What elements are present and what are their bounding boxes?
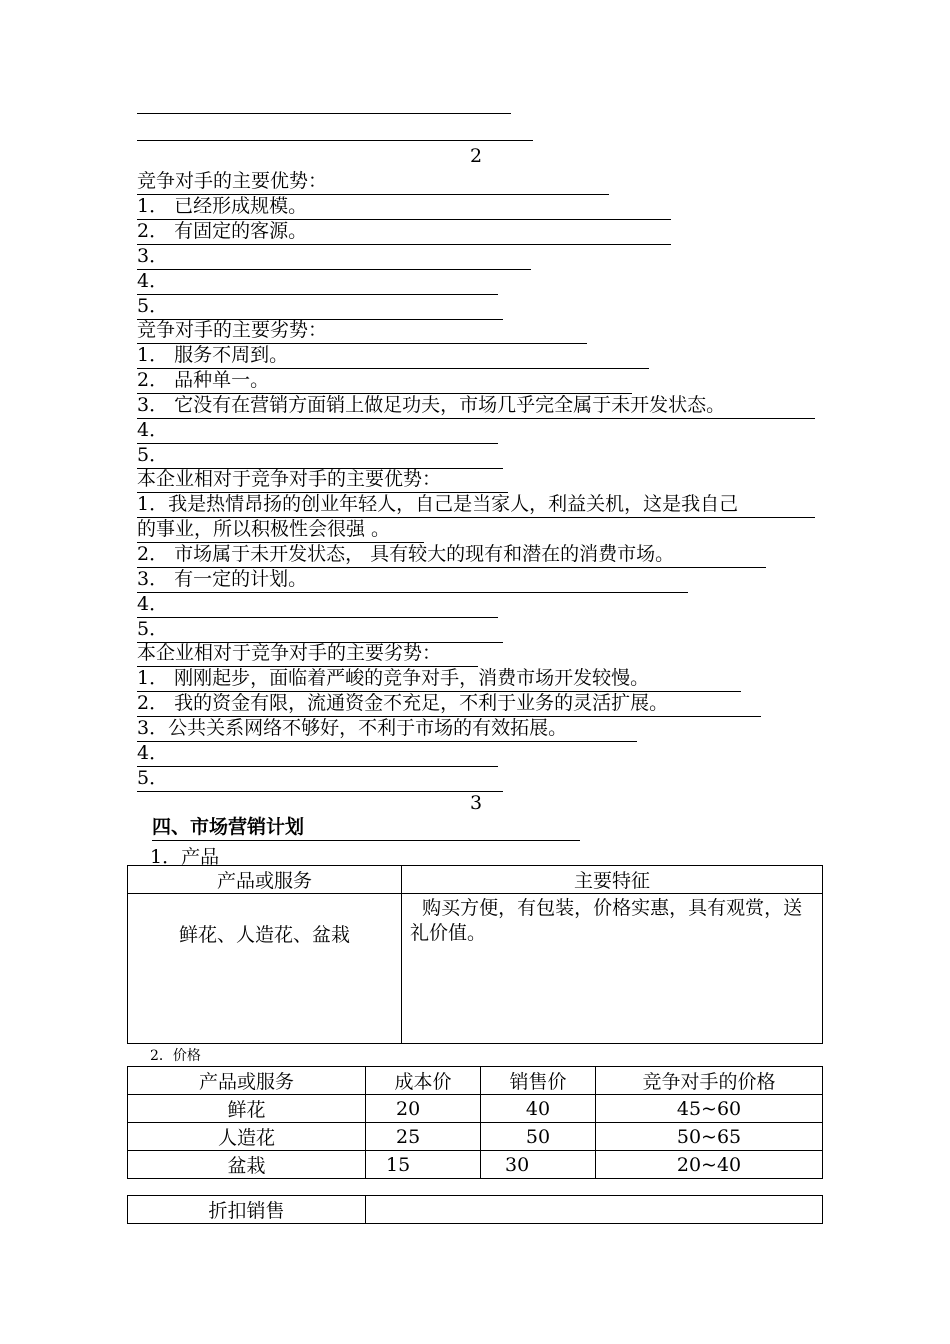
competitor-weakness-item: 4． [137,418,498,444]
price-header: 成本价 [366,1067,481,1095]
product-cell: 盆栽 [128,1151,366,1179]
competitor-strength-item: 3． [137,244,531,270]
cost-cell: 25 [366,1123,481,1151]
competitor-price-cell: 45~60 [596,1095,823,1123]
product-cell: 鲜花 [128,1095,366,1123]
competitor-weakness-item: 2． 品种单一。 [137,368,632,394]
sale-cell: 30 [481,1151,596,1179]
discount-table [127,1195,823,1224]
table-row [128,1151,823,1179]
discount-value [366,1196,823,1224]
product-cell: 人造花 [128,1123,366,1151]
our-strength-item: 4． [137,592,498,618]
competitor-price-cell: 50~65 [596,1123,823,1151]
discount-label: 折扣销售 [128,1196,366,1224]
our-weakness-item: 4． [137,741,498,767]
our-weakness-item: 2． 我的资金有限，流通资金不充足，不利于业务的灵活扩展。 [137,691,761,717]
our-weakness-item: 3．公共关系网络不够好，不利于市场的有效拓展。 [137,716,637,742]
our-strength-item: 的事业，所以积极性会很强 。 [137,517,424,543]
page-number: 3 [469,792,483,814]
our-strength-item: 5． [137,617,503,643]
competitor-strength-item: 5． [137,294,503,320]
sale-cell: 50 [481,1123,596,1151]
price-table [127,1066,823,1179]
price-label: 2．价格 [150,1048,201,1064]
section-title: 四、市场营销计划 [152,815,580,841]
our-strength-item: 3． 有一定的计划。 [137,567,688,593]
price-header: 产品或服务 [128,1067,366,1095]
table-row [128,1123,823,1151]
sale-cell: 40 [481,1095,596,1123]
competitor-weaknesses-heading: 竞争对手的主要劣势： [137,318,587,344]
feature-header: 主要特征 [402,866,823,894]
competitor-strengths-heading: 竞争对手的主要优势： [137,169,609,195]
product-table [127,865,823,1044]
competitor-weakness-item: 5． [137,443,503,469]
page-number: 2 [469,145,483,167]
cost-cell: 15 [366,1151,481,1179]
our-weakness-item: 1． 刚刚起步，面临着严峻的竞争对手，消费市场开发较慢。 [137,666,741,692]
competitor-strength-item: 2． 有固定的客源。 [137,219,671,245]
product-label: 1．产品 [150,846,220,868]
competitor-strength-item: 4． [137,269,498,295]
competitor-weakness-item: 1． 服务不周到。 [137,343,649,369]
blank-line [137,140,533,141]
our-strength-item: 2． 市场属于未开发状态， 具有较大的现有和潜在的消费市场。 [137,542,766,568]
competitor-price-cell: 20~40 [596,1151,823,1179]
our-strength-item: 1．我是热情昂扬的创业年轻人，自己是当家人，利益关机，这是我自己 [137,492,815,518]
competitor-weakness-item: 3． 它没有在营销方面销上做足功夫，市场几乎完全属于未开发状态。 [137,393,815,419]
cost-cell: 20 [366,1095,481,1123]
blank-line [137,113,511,114]
table-row [128,1095,823,1123]
product-name: 鲜花、人造花、盆栽 [128,894,402,1044]
competitor-strength-item: 1． 已经形成规模。 [137,194,671,220]
our-weaknesses-heading: 本企业相对于竞争对手的主要劣势： [137,641,478,667]
product-header: 产品或服务 [128,866,402,894]
price-header: 销售价 [481,1067,596,1095]
our-weakness-item: 5． [137,766,503,792]
our-strengths-heading: 本企业相对于竞争对手的主要优势： [137,467,508,493]
price-header: 竞争对手的价格 [596,1067,823,1095]
product-feature: 购买方便，有包装，价格实惠，具有观赏，送礼价值。 [402,894,823,1044]
